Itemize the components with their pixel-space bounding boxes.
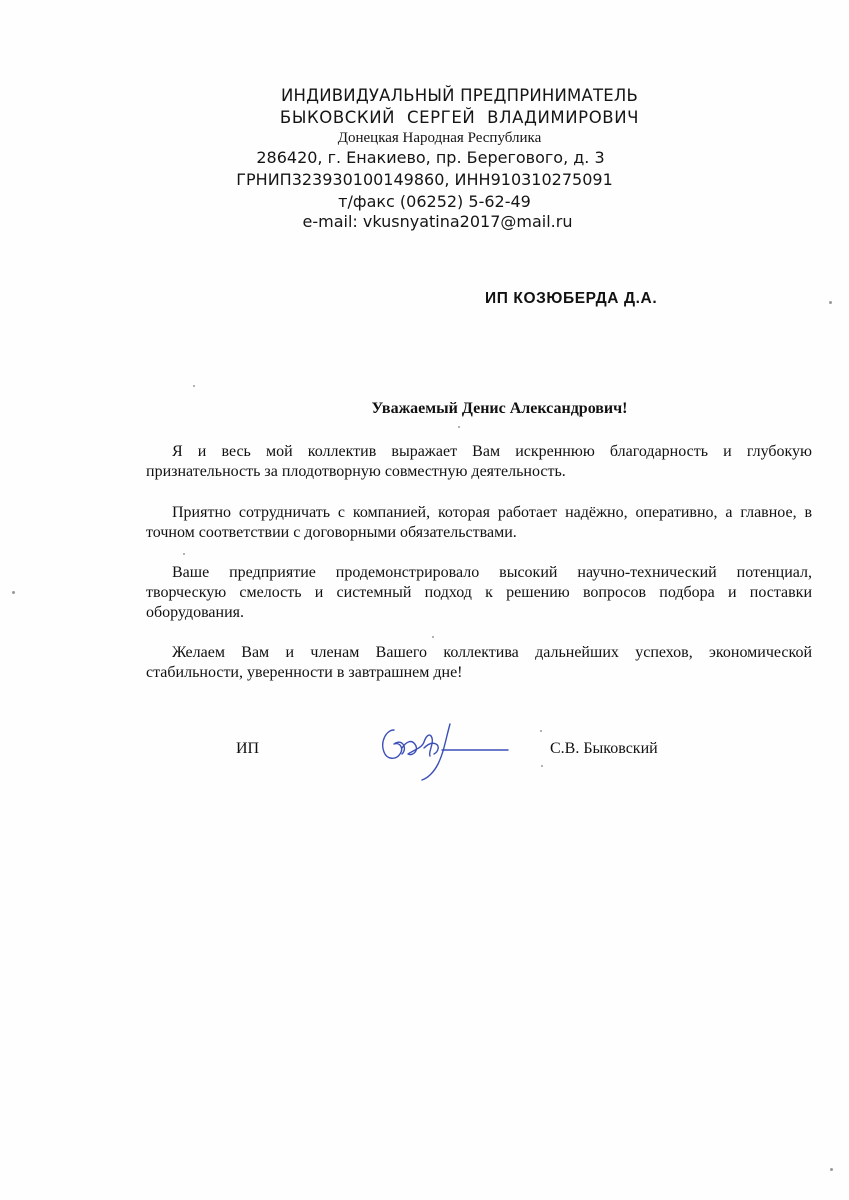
- paragraph-3: Ваше предприятие продемонстрировало высокий научно-технический потенциал, творческую смелость и системный подход к решению вопросов подбора и поставки оборудования.: [146, 564, 812, 621]
- paper-speck: [458, 426, 460, 428]
- recipient: ИП КОЗЮБЕРДА Д.А.: [485, 290, 658, 307]
- paragraph-2: Приятно сотрудничать с компанией, которая работает надёжно, оперативно, а главное, в точном соответствии с договорными обязательствами.: [146, 504, 812, 541]
- letterhead-phone: т/факс (06252) 5-62-49: [338, 192, 531, 211]
- letterhead-region: Донецкая Народная Республика: [337, 130, 542, 146]
- paper-speck: [432, 636, 434, 638]
- letterhead-email: e-mail: vkusnyatina2017@mail.ru: [302, 212, 573, 231]
- paper-speck: [183, 553, 185, 555]
- paragraph-4: Желаем Вам и членам Вашего коллектива дальнейших успехов, экономической стабильности, уверенности в завтрашнем дне!: [146, 644, 812, 681]
- signature-name: С.В. Быковский: [550, 740, 658, 757]
- letterhead-owner-name: БЫКОВСКИЙ СЕРГЕЙ ВЛАДИМИРОВИЧ: [279, 108, 640, 127]
- paper-speck: [829, 301, 832, 304]
- greeting: Уважаемый Денис Александрович!: [371, 400, 628, 417]
- letterhead-address: 286420, г. Енакиево, пр. Берегового, д. 3: [256, 148, 605, 167]
- paragraph-1: Я и весь мой коллектив выражает Вам искреннюю благодарность и глубокую признательность за плодотворную совместную деятельность.: [146, 443, 812, 480]
- paper-speck: [12, 591, 15, 594]
- signature-title: ИП: [236, 740, 260, 757]
- paper-speck: [540, 730, 542, 732]
- handwritten-signature: [372, 708, 512, 788]
- letterhead-registration-ids: ГРНИП323930100149860, ИНН910310275091: [236, 170, 613, 189]
- paper-speck: [541, 765, 543, 767]
- letterhead-org-type: ИНДИВИДУАЛЬНЫЙ ПРЕДПРИНИМАТЕЛЬ: [280, 86, 639, 105]
- paper-speck: [193, 385, 195, 387]
- paper-speck: [830, 1168, 833, 1171]
